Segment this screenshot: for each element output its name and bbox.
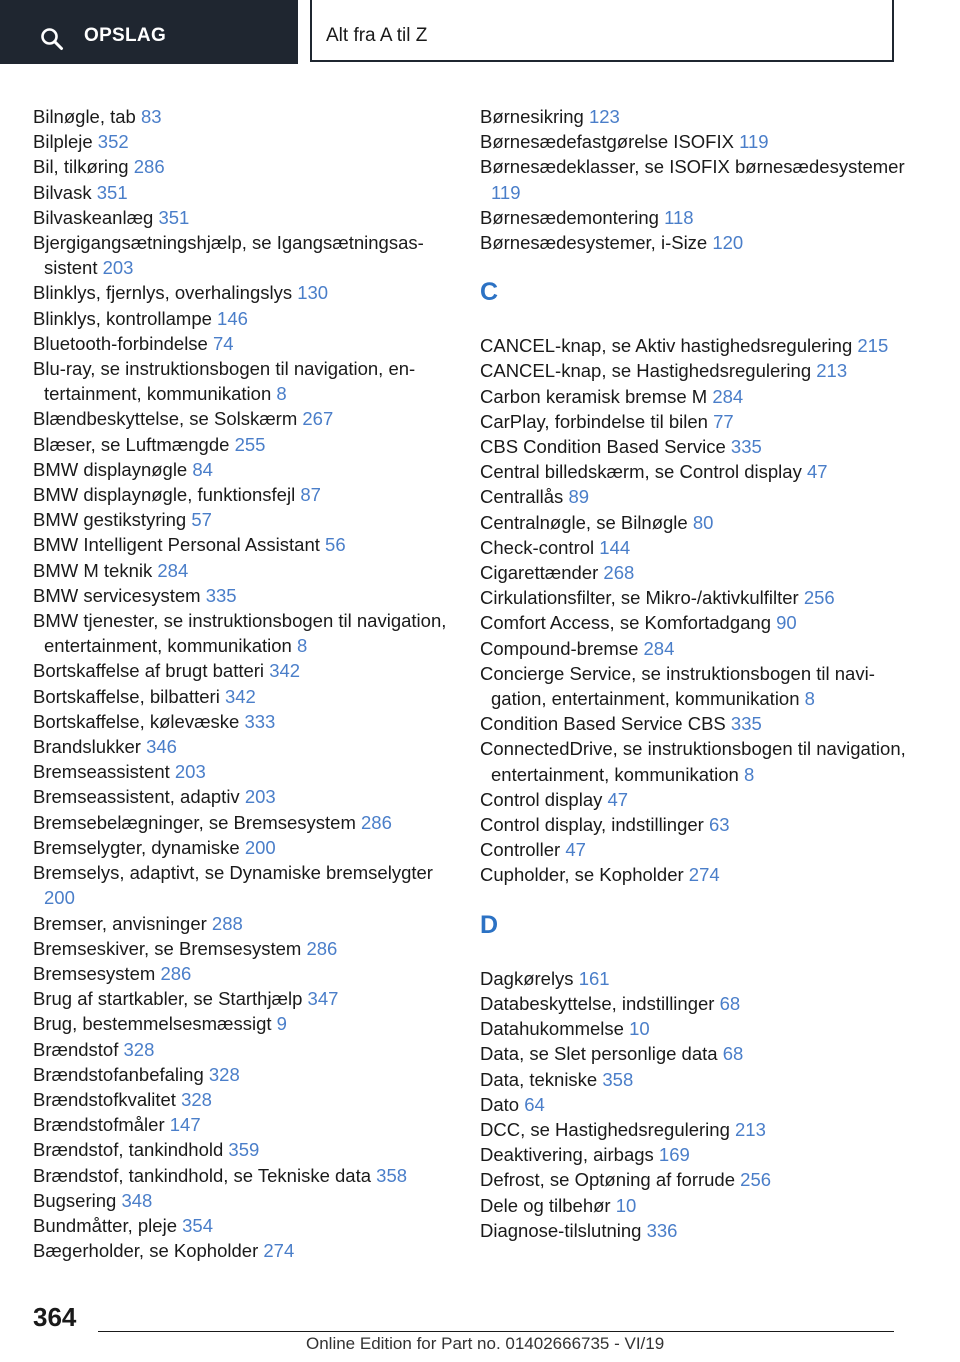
- index-entry: [33, 104, 453, 129]
- entry-term: Control display, indstillinger: [480, 814, 704, 836]
- entry-term: Børnesædefastgørelse ISOFIX: [480, 131, 734, 153]
- entry-page-link[interactable]: 83: [140, 106, 162, 127]
- index-entry: [480, 510, 920, 535]
- entry-page-link[interactable]: 284: [712, 385, 744, 407]
- index-entry: [480, 104, 920, 129]
- index-entry: [480, 1117, 920, 1142]
- entry-term: Cupholder, se Kopholder: [480, 864, 684, 886]
- entry-page-link[interactable]: 68: [722, 1043, 744, 1065]
- entry-term: Check-control: [480, 536, 595, 558]
- entry-term: Dagkørelys: [480, 967, 574, 989]
- entry-page-link[interactable]: 286: [160, 962, 192, 984]
- entry-page-link[interactable]: 63: [708, 814, 730, 836]
- index-entry: [33, 911, 453, 936]
- entry-page-link[interactable]: 200: [244, 836, 276, 858]
- index-entry: [33, 230, 453, 280]
- entry-page-link[interactable]: 123: [588, 106, 620, 127]
- entry-page-link[interactable]: 335: [205, 584, 237, 606]
- entry-page-link[interactable]: 256: [740, 1169, 772, 1191]
- entry-page-link[interactable]: 203: [244, 786, 276, 808]
- entry-page-link[interactable]: 120: [712, 232, 744, 254]
- entry-page-link[interactable]: 119: [739, 131, 769, 153]
- entry-page-link[interactable]: 47: [607, 788, 629, 810]
- entry-page-link[interactable]: 274: [263, 1240, 295, 1262]
- entry-term: Bilpleje: [33, 131, 93, 153]
- page-number: 364: [33, 1302, 77, 1332]
- index-entry: [480, 1167, 920, 1192]
- index-entry: [33, 860, 453, 910]
- index-entry: [33, 205, 453, 230]
- index-entry: [480, 1218, 920, 1243]
- entry-page-link[interactable]: 118: [664, 206, 694, 228]
- entry-page-link[interactable]: 68: [719, 992, 741, 1014]
- entry-page-link[interactable]: 342: [269, 660, 301, 682]
- entry-page-link[interactable]: 84: [192, 458, 213, 480]
- entry-page-link[interactable]: 215: [857, 335, 889, 357]
- index-entry: [480, 585, 920, 610]
- index-entry: [480, 736, 920, 786]
- entry-term: Blu-ray, se instruktionsbogen til navigation, entertainment, kommunikation: [33, 358, 416, 405]
- entry-page-link[interactable]: 213: [816, 360, 848, 382]
- entry-page-link[interactable]: 359: [228, 1139, 260, 1161]
- index-entry: [33, 1087, 453, 1112]
- entry-term: Bremseassistent, adaptiv: [33, 786, 240, 808]
- entry-page-link[interactable]: 161: [578, 967, 610, 989]
- entry-term: Data, tekniske: [480, 1068, 598, 1090]
- index-entry: [480, 1193, 920, 1218]
- entry-page-link[interactable]: 144: [599, 536, 631, 558]
- index-entry: [480, 434, 920, 459]
- index-entry: [480, 1142, 920, 1167]
- entry-page-link[interactable]: 358: [376, 1164, 408, 1186]
- entry-term: Bægerholder, se Kopholder: [33, 1240, 259, 1262]
- entry-term: Bugsering: [33, 1189, 117, 1211]
- entry-page-link[interactable]: 90: [776, 612, 797, 634]
- entry-term: Cigarettænder: [480, 562, 599, 584]
- index-column-left: [33, 104, 453, 1263]
- index-entry: [480, 459, 920, 484]
- entry-term: Bortskaffelse af brugt batteri: [33, 660, 265, 682]
- index-entry: [480, 812, 920, 837]
- entry-page-link[interactable]: 347: [307, 988, 339, 1010]
- entry-term: Brændstofmåler: [33, 1114, 165, 1136]
- entry-page-link[interactable]: 328: [181, 1088, 212, 1110]
- entry-page-link[interactable]: 8: [296, 635, 308, 657]
- index-entry: [33, 180, 453, 205]
- entry-page-link[interactable]: 288: [211, 912, 243, 934]
- entry-term: Brændstofkvalitet: [33, 1088, 176, 1110]
- entry-page-link[interactable]: 335: [730, 436, 762, 458]
- search-icon: [40, 27, 64, 51]
- index-entry: [33, 1112, 453, 1137]
- entry-page-link[interactable]: 286: [133, 156, 165, 178]
- index-entry: [480, 1092, 920, 1117]
- index-entry: [33, 507, 453, 532]
- entry-term: Bortskaffelse, bilbatteri: [33, 685, 220, 707]
- index-entry: [33, 684, 453, 709]
- entry-term: Brug, bestemmelsesmæssigt: [33, 1013, 272, 1035]
- entry-term: CANCEL-knap, se Aktiv hastighedsregulering: [480, 335, 853, 357]
- entry-term: Comfort Access, se Komfortadgang: [480, 612, 771, 634]
- index-entry: [33, 1137, 453, 1162]
- entry-term: Brændstof, tankindhold: [33, 1139, 224, 1161]
- entry-term: Bortskaffelse, kølevæske: [33, 710, 240, 732]
- entry-page-link[interactable]: 64: [524, 1093, 545, 1115]
- entry-page-link[interactable]: 8: [743, 763, 755, 785]
- entry-page-link[interactable]: 284: [643, 637, 675, 659]
- entry-term: Blinklys, fjernlys, overhalingslys: [33, 282, 293, 304]
- entry-page-link[interactable]: 333: [244, 710, 276, 732]
- entry-term: Blinklys, kontrollampe: [33, 307, 212, 329]
- entry-term: Blændbeskyttelse, se Solskærm: [33, 408, 298, 430]
- entry-term: Dele og tilbehør: [480, 1194, 611, 1216]
- entry-term: Brændstofanbefaling: [33, 1063, 204, 1085]
- entry-term: BMW M teknik: [33, 559, 153, 581]
- section-letter-c: C: [480, 278, 499, 307]
- entry-term: Datahukommelse: [480, 1018, 624, 1040]
- index-entry: [33, 1037, 453, 1062]
- index-entry: [33, 280, 453, 305]
- entry-term: Bremseassistent: [33, 761, 170, 783]
- entry-page-link[interactable]: 274: [688, 864, 720, 886]
- tab-alt-fra-a-til-z[interactable]: [310, 0, 894, 62]
- index-entry: [480, 787, 920, 812]
- index-entry: [480, 205, 920, 230]
- index-entry: [480, 129, 920, 154]
- entry-term: Compound-bremse: [480, 637, 639, 659]
- section-letter-d: D: [480, 910, 499, 939]
- index-entry: [33, 1188, 453, 1213]
- entry-term: Dato: [480, 1093, 520, 1115]
- footer-divider: [98, 1331, 894, 1332]
- entry-term: Concierge Service, se instruktionsbogen til navigation, entertainment, kommunikation: [480, 662, 875, 710]
- index-entry: [33, 532, 453, 557]
- entry-page-link[interactable]: 203: [174, 761, 206, 783]
- index-entry: [480, 560, 920, 585]
- entry-page-link[interactable]: 169: [658, 1144, 690, 1166]
- index-entry: [33, 1062, 453, 1087]
- index-entry: [33, 432, 453, 457]
- entry-page-link[interactable]: 8: [804, 688, 815, 710]
- entry-term: Bilvask: [33, 181, 92, 203]
- entry-page-link[interactable]: 348: [121, 1189, 153, 1211]
- entry-term: BMW gestikstyring: [33, 509, 187, 531]
- index-entry: [480, 358, 920, 383]
- entry-term: Børnesædeklasser, se ISOFIX børnesædesystemer: [480, 156, 905, 178]
- entry-term: BMW tjenester, se instruktionsbogen til navigation, entertainment, kommunikation: [33, 610, 447, 657]
- index-entry: [33, 457, 453, 482]
- entry-term: Bremselygter, dynamiske: [33, 836, 240, 858]
- entry-page-link[interactable]: 328: [208, 1063, 240, 1085]
- index-entry: [480, 384, 920, 409]
- entry-term: Bremselys, adaptivt, se Dynamiske bremselygter: [33, 862, 433, 884]
- entry-page-link[interactable]: 119: [491, 181, 521, 203]
- entry-page-link[interactable]: 47: [806, 461, 828, 483]
- entry-page-link[interactable]: 354: [182, 1214, 213, 1236]
- entry-page-link[interactable]: 146: [217, 307, 248, 329]
- entry-term: Bremsebelægninger, se Bremsesystem: [33, 811, 356, 833]
- entry-term: Brændstof: [33, 1038, 119, 1060]
- index-entry: [33, 734, 453, 759]
- entry-page-link[interactable]: 10: [615, 1194, 637, 1216]
- index-entry: [480, 1016, 920, 1041]
- entry-page-link[interactable]: 147: [169, 1114, 201, 1136]
- index-entry: [480, 1041, 920, 1066]
- index-entry: [480, 409, 920, 434]
- index-entry: [480, 1067, 920, 1092]
- entry-page-link[interactable]: 74: [212, 332, 234, 354]
- entry-page-link[interactable]: 351: [158, 206, 190, 228]
- entry-term: Condition Based Service CBS: [480, 713, 726, 735]
- entry-page-link[interactable]: 335: [730, 713, 762, 735]
- entry-page-link[interactable]: 87: [300, 484, 321, 506]
- entry-term: BMW displaynøgle: [33, 458, 188, 480]
- entry-term: Bilvaskeanlæg: [33, 206, 154, 228]
- entry-page-link[interactable]: 286: [361, 811, 392, 833]
- entry-term: Brug af startkabler, se Starthjælp: [33, 988, 303, 1010]
- index-entry: [33, 709, 453, 734]
- index-entry: [480, 154, 920, 204]
- index-entry: [33, 759, 453, 784]
- entry-page-link[interactable]: 352: [97, 131, 129, 153]
- entry-term: Bremsesystem: [33, 962, 156, 984]
- index-entry: [480, 636, 920, 661]
- entry-page-link[interactable]: 47: [565, 839, 586, 861]
- tab-opslag[interactable]: [0, 0, 298, 64]
- entry-page-link[interactable]: 8: [276, 383, 287, 405]
- entry-page-link[interactable]: 342: [224, 685, 256, 707]
- index-entry: [33, 936, 453, 961]
- tab-opslag-label: OPSLAG: [84, 25, 167, 46]
- entry-term: Carbon keramisk bremse M: [480, 385, 708, 407]
- entry-page-link[interactable]: 203: [102, 257, 134, 279]
- entry-term: Control display: [480, 788, 603, 810]
- entry-term: Diagnose-tilslutning: [480, 1219, 642, 1241]
- entry-term: Cirkulationsfilter, se Mikro-/aktivkulfilter: [480, 587, 799, 609]
- footer-edition: Online Edition for Part no. 01402666735 - VI/19: [306, 1334, 665, 1353]
- index-entry: [480, 711, 920, 736]
- entry-term: Bil, tilkøring: [33, 156, 129, 178]
- index-entry: [480, 535, 920, 560]
- index-entry: [33, 1163, 453, 1188]
- entry-term: Deaktivering, airbags: [480, 1144, 654, 1166]
- entry-page-link[interactable]: 358: [602, 1068, 634, 1090]
- tab-index-label: Alt fra A til Z: [326, 25, 428, 46]
- entry-page-link[interactable]: 77: [713, 410, 734, 432]
- index-entry: [480, 991, 920, 1016]
- entry-term: Data, se Slet personlige data: [480, 1043, 718, 1065]
- entry-page-link[interactable]: 130: [297, 282, 329, 304]
- index-entry: [33, 482, 453, 507]
- index-entry: [33, 129, 453, 154]
- index-entry: [33, 658, 453, 683]
- index-entry: [33, 356, 453, 406]
- index-entry: [33, 583, 453, 608]
- entry-term: Controller: [480, 839, 561, 861]
- index-entry: [33, 306, 453, 331]
- entry-page-link[interactable]: 328: [123, 1038, 155, 1060]
- index-entry: [480, 484, 920, 509]
- entry-term: Centralnøgle, se Bilnøgle: [480, 511, 688, 533]
- entry-term: Central billedskærm, se Control display: [480, 461, 802, 483]
- entry-term: CBS Condition Based Service: [480, 436, 726, 458]
- entry-term: Centrallås: [480, 486, 564, 508]
- entry-term: Bremseskiver, se Bremsesystem: [33, 937, 302, 959]
- entry-term: CarPlay, forbindelse til bilen: [480, 410, 708, 432]
- entry-page-link[interactable]: 56: [325, 534, 346, 556]
- entry-page-link[interactable]: 80: [692, 511, 714, 533]
- entry-term: CANCEL-knap, se Hastighedsregulering: [480, 360, 812, 382]
- entry-page-link[interactable]: 267: [302, 408, 334, 430]
- entry-term: ConnectedDrive, se instruktionsbogen til navigation, entertainment, kommunikation: [480, 738, 906, 785]
- index-entry: [33, 406, 453, 431]
- header: [0, 0, 960, 66]
- entry-term: Databeskyttelse, indstillinger: [480, 992, 715, 1014]
- entry-page-link[interactable]: 89: [568, 486, 590, 508]
- index-entry: [480, 661, 920, 711]
- entry-page-link[interactable]: 200: [44, 887, 75, 909]
- entry-page-link[interactable]: 268: [603, 562, 635, 584]
- entry-term: Bluetooth-forbindelse: [33, 332, 208, 354]
- entry-term: BMW Intelligent Personal Assistant: [33, 534, 320, 556]
- index-entry: [33, 1213, 453, 1238]
- index-entry: [480, 837, 920, 862]
- entry-term: DCC, se Hastighedsregulering: [480, 1118, 730, 1140]
- index-entry: [480, 333, 920, 358]
- entry-page-link[interactable]: 57: [191, 509, 212, 531]
- entry-term: Børnesædemontering: [480, 206, 659, 228]
- index-entry: [33, 558, 453, 583]
- index-entry: [33, 835, 453, 860]
- entry-term: Blæser, se Luftmængde: [33, 433, 230, 455]
- entry-term: Børnesikring: [480, 106, 584, 127]
- index-entry: [480, 610, 920, 635]
- entry-page-link[interactable]: 284: [157, 559, 189, 581]
- entry-term: Defrost, se Optøning af forrude: [480, 1169, 736, 1191]
- index-entry: [33, 810, 453, 835]
- index-entry: [33, 784, 453, 809]
- entry-term: BMW displaynøgle, funktionsfejl: [33, 484, 296, 506]
- index-entry: [480, 230, 920, 255]
- index-entry: [33, 1011, 453, 1036]
- entry-page-link[interactable]: 351: [96, 181, 128, 203]
- index-entry: [480, 862, 920, 887]
- entry-term: Bilnøgle, tab: [33, 106, 136, 127]
- entry-term: Bremser, anvisninger: [33, 912, 207, 934]
- index-entry: [33, 1238, 453, 1263]
- entry-term: Brændstof, tankindhold, se Tekniske data: [33, 1164, 372, 1186]
- entry-page-link[interactable]: 336: [646, 1219, 678, 1241]
- entry-term: Børnesædesystemer, i-Size: [480, 232, 708, 254]
- index-entry: [33, 331, 453, 356]
- entry-page-link[interactable]: 286: [306, 937, 338, 959]
- index-entry: [33, 154, 453, 179]
- entry-page-link[interactable]: 9: [276, 1013, 287, 1035]
- entry-term: Bundmåtter, pleje: [33, 1214, 177, 1236]
- index-entry: [480, 966, 920, 991]
- entry-term: Brandslukker: [33, 736, 141, 758]
- entry-term: Bjergigangsætningshjælp, se Igangsætningsassistent: [33, 232, 424, 279]
- index-column-right: [480, 104, 920, 1243]
- entry-page-link[interactable]: 255: [234, 433, 266, 455]
- entry-page-link[interactable]: 256: [803, 587, 835, 609]
- index-entry: [33, 986, 453, 1011]
- index-entry: [33, 961, 453, 986]
- index-entry: [33, 608, 453, 658]
- entry-page-link[interactable]: 10: [629, 1018, 650, 1040]
- entry-page-link[interactable]: 213: [735, 1118, 766, 1140]
- entry-page-link[interactable]: 346: [146, 736, 177, 758]
- entry-term: BMW servicesystem: [33, 584, 201, 606]
